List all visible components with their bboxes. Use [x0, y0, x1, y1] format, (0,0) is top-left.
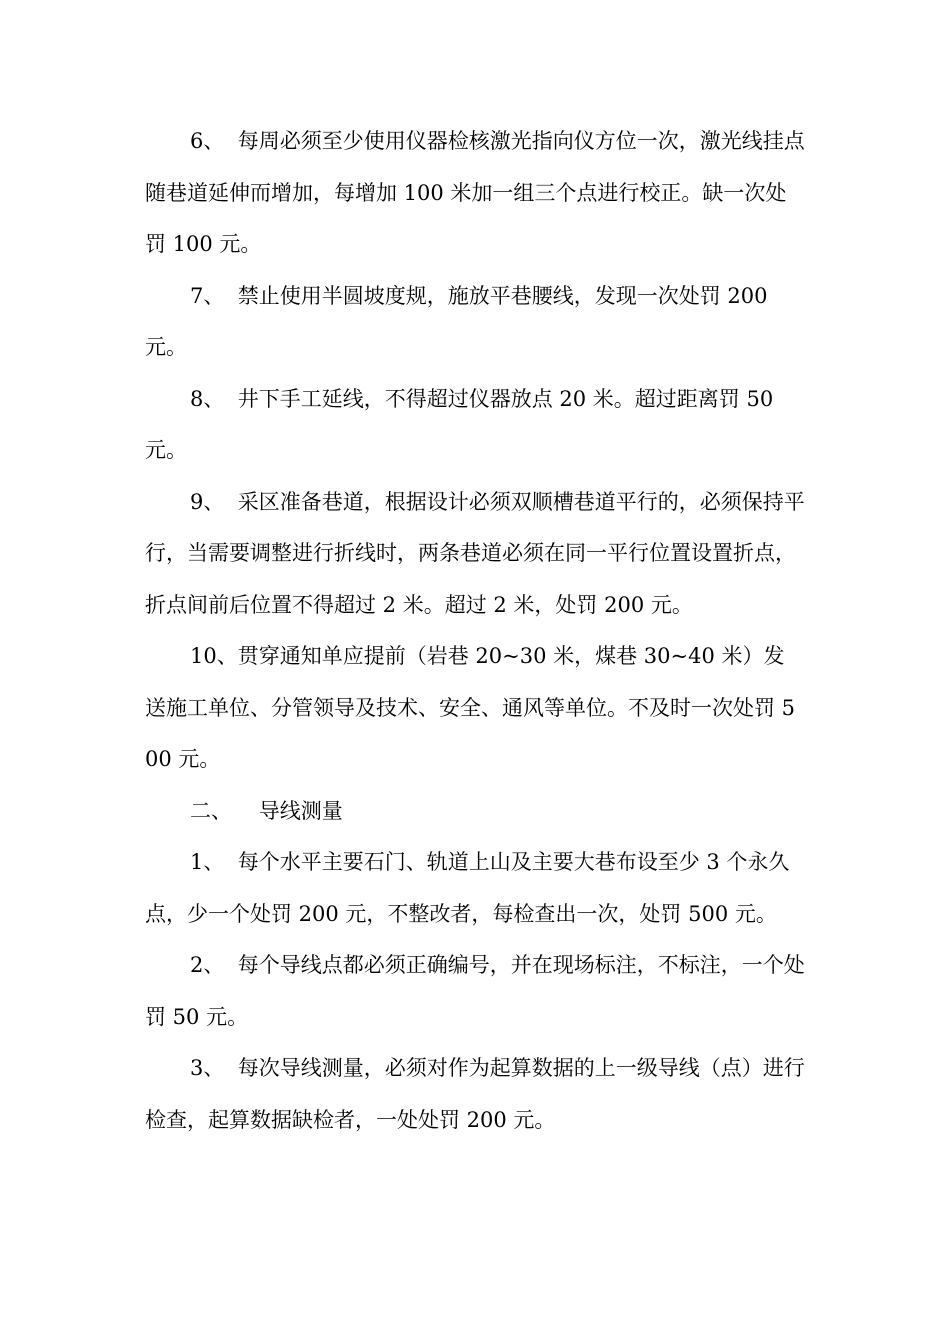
document-body	[145, 116, 805, 1146]
paragraph-item-3: 3、 每次导线测量，必须对作为起算数据的上一级导线（点）进行检查，起算数据缺检者，一处处罚 200 元。	[145, 1056, 805, 1132]
paragraph-item-10: 10、贯穿通知单应提前（岩巷 20~30 米，煤巷 30~40 米）发送施工单位、分管领导及技术、安全、通风等单位。不及时一次处罚 500 元。	[145, 644, 796, 771]
paragraph-item-9: 9、 采区准备巷道，根据设计必须双顺槽巷道平行的，必须保持平行，当需要调整进行折线时，两条巷道必须在同一平行位置设置折点，折点间前后位置不得超过 2 米。超过 2 米，处罚 200 元。	[145, 489, 805, 617]
paragraph-item-2: 2、 每个导线点都必须正确编号，并在现场标注，不标注，一个处罚 50 元。	[145, 953, 805, 1029]
paragraph-item-6: 6、 每周必须至少使用仪器检核激光指向仪方位一次，激光线挂点随巷道延伸而增加，每增加 100 米加一组三个点进行校正。缺一次处罚 100 元。	[145, 129, 805, 256]
section-heading-traverse-survey: 二、 导线测量	[190, 798, 343, 823]
paragraph-item-7: 7、 禁止使用半圆坡度规，施放平巷腰线，发现一次处罚 200 元。	[145, 283, 775, 359]
paragraph-item-1: 1、 每个水平主要石门、轨道上山及主要大巷布设至少 3 个永久点，少一个处罚 200 元，不整改者，每检查出一次，处罚 500 元。	[145, 850, 790, 926]
paragraph-item-8: 8、 井下手工延线，不得超过仪器放点 20 米。超过距离罚 50 元。	[145, 386, 780, 462]
